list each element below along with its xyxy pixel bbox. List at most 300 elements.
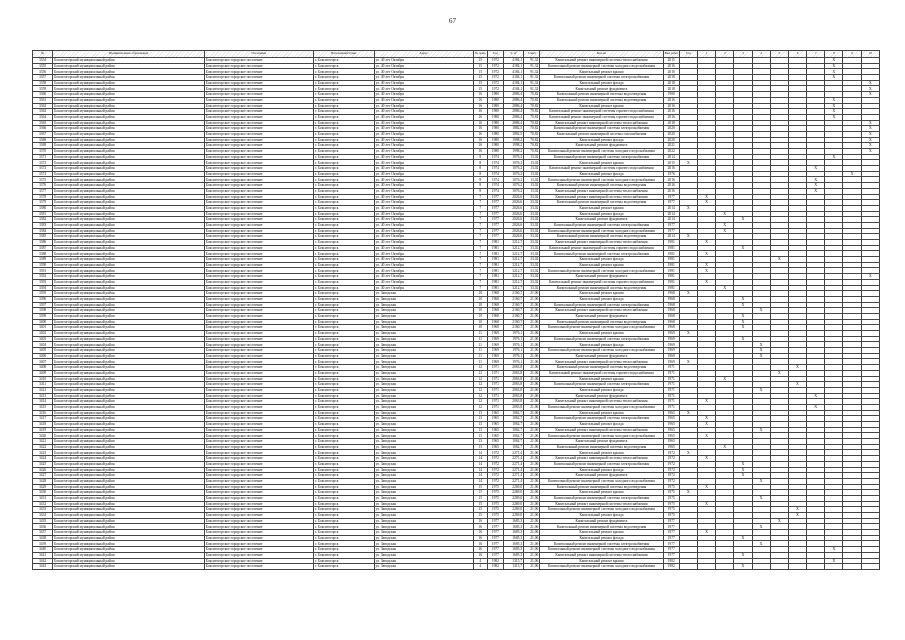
table-cell: 3357 (33, 75, 53, 81)
table-cell: 3386 (33, 240, 53, 246)
table-cell: 1977 (663, 518, 679, 524)
table-cell: 1965 (663, 427, 679, 433)
column-header: 7 (807, 51, 825, 58)
table-cell: 7 (473, 274, 487, 280)
table-cell: ул. Заводская (374, 302, 473, 308)
table-cell: 3212,7 (503, 262, 523, 268)
capital-repair-register-table (32, 50, 880, 570)
table-cell: 3409 (33, 370, 53, 376)
period-mark-cell: X (752, 342, 770, 348)
table-cell: 1971 (487, 393, 503, 399)
table-cell: 1981 (663, 268, 679, 274)
table-cell: 1977 (663, 194, 679, 200)
table-cell: 15 (473, 63, 487, 69)
table-cell: Бокситогорское городское поселение (204, 296, 313, 302)
table-cell: Бокситогорское городское поселение (204, 234, 313, 240)
table-cell: Бокситогорский муниципальный район (53, 444, 205, 450)
table-cell: 13 (473, 427, 487, 433)
table-cell: 1976,1 (503, 342, 523, 348)
table-cell: г. Бокситогорск (313, 547, 374, 553)
period-mark-cell: X (807, 177, 825, 183)
table-cell: ул. 40 лет Октября (374, 194, 473, 200)
table-cell: ул. 40 лет Октября (374, 126, 473, 132)
column-header: 4 (752, 51, 770, 58)
table-cell: 1685,3 (503, 547, 523, 553)
table-cell: 2018 (663, 86, 679, 92)
table-cell: 16 (473, 114, 487, 120)
table-cell: 1980 (487, 149, 503, 155)
table-cell: Бокситогорский муниципальный район (53, 382, 205, 388)
table-cell: 14 (473, 467, 487, 473)
work-type-cell: Капитальный ремонт крыши (540, 291, 663, 297)
table-cell: Бокситогорский муниципальный район (53, 251, 205, 257)
table-cell: 3393 (33, 279, 53, 285)
table-cell: 70,82 (524, 137, 540, 143)
table-cell: Бокситогорский муниципальный район (53, 348, 205, 354)
table-cell: Бокситогорский муниципальный район (53, 257, 205, 263)
table-cell: 2026,6 (503, 200, 523, 206)
table-cell: 1971 (487, 387, 503, 393)
work-type-cell: Капитальный ремонт инженерной системы горячего водоснабжения (540, 114, 663, 120)
table-cell: 1975 (487, 495, 503, 501)
table-cell: ул. 40 лет Октября (374, 251, 473, 257)
table-cell: Бокситогорский муниципальный район (53, 359, 205, 365)
work-type-cell: Капитальный ремонт инженерной системы холодного водоснабжения (540, 547, 663, 553)
work-type-cell: Капитальный ремонт фасада (540, 342, 663, 348)
table-cell: ул. Заводская (374, 422, 473, 428)
work-type-cell: Капитальный ремонт инженерной системы теплоснабжения (540, 188, 663, 194)
table-cell: 3420 (33, 433, 53, 439)
table-cell: ул. Заводская (374, 518, 473, 524)
period-mark-cell: X (861, 131, 879, 137)
period-mark-cell (843, 564, 861, 570)
period-mark-cell: X (716, 444, 734, 450)
table-cell: 7 (473, 285, 487, 291)
table-cell: 2271,4 (503, 478, 523, 484)
table-cell: 2018 (663, 80, 679, 86)
table-cell: 21,06 (524, 518, 540, 524)
table-cell: г. Бокситогорск (313, 154, 374, 160)
table-cell: Бокситогорский муниципальный район (53, 262, 205, 268)
table-cell: Бокситогорское городское поселение (204, 92, 313, 98)
work-type-cell: Капитальный ремонт инженерной системы электроснабжения (540, 126, 663, 132)
table-cell: 1980 (487, 120, 503, 126)
table-cell: 33,02 (524, 234, 540, 240)
table-cell: ул. 40 лет Октября (374, 240, 473, 246)
table-cell: Бокситогорское городское поселение (204, 126, 313, 132)
table-cell: 1977 (663, 541, 679, 547)
table-cell: ул. Заводская (374, 336, 473, 342)
table-cell: 21,06 (524, 313, 540, 319)
period-mark-cell (752, 564, 770, 570)
table-cell: 3437 (33, 530, 53, 536)
table-cell: 21,06 (524, 302, 540, 308)
table-cell: Бокситогорское городское поселение (204, 393, 313, 399)
work-type-cell: Капитальный ремонт инженерной системы холодного водоснабжения (540, 325, 663, 331)
table-cell: 21,06 (524, 450, 540, 456)
table-cell: г. Бокситогорск (313, 177, 374, 183)
table-cell: 2063,8 (503, 404, 523, 410)
table-cell: 2271,4 (503, 450, 523, 456)
table-cell: 2160,7 (503, 319, 523, 325)
table-cell: 21,06 (524, 416, 540, 422)
table-cell: 33,02 (524, 268, 540, 274)
table-cell: г. Бокситогорск (313, 410, 374, 416)
table-cell: г. Бокситогорск (313, 513, 374, 519)
table-cell: 3394 (33, 285, 53, 291)
table-cell: ул. 40 лет Октября (374, 75, 473, 81)
table-cell: г. Бокситогорск (313, 245, 374, 251)
table-cell: Бокситогорский муниципальный район (53, 416, 205, 422)
table-cell: 13 (473, 416, 487, 422)
table-cell: 3432 (33, 501, 53, 507)
table-cell: Бокситогорское городское поселение (204, 359, 313, 365)
table-cell: Бокситогорский муниципальный район (53, 353, 205, 359)
table-cell: 1969 (487, 348, 503, 354)
table-cell: 7 (473, 251, 487, 257)
table-cell: 91,32 (524, 86, 540, 92)
table-cell: 1980 (487, 137, 503, 143)
table-cell: 1968 (487, 302, 503, 308)
table-cell: г. Бокситогорск (313, 313, 374, 319)
table-cell: 1971 (663, 370, 679, 376)
table-cell: ул. Заводская (374, 433, 473, 439)
table-cell: 1315,7 (503, 564, 523, 570)
table-cell: 1969 (663, 331, 679, 337)
period-mark-cell: X (697, 194, 715, 200)
table-cell: 3212,7 (503, 251, 523, 257)
table-cell: 1981 (663, 251, 679, 257)
period-mark-cell (807, 564, 825, 570)
table-cell: Бокситогорское городское поселение (204, 348, 313, 354)
period-mark-cell: X (825, 97, 843, 103)
table-cell: 33,02 (524, 228, 540, 234)
work-type-cell: Капитальный ремонт инженерной системы холодного водоснабжения (540, 404, 663, 410)
table-cell: Бокситогорский муниципальный район (53, 296, 205, 302)
table-cell: 12 (473, 365, 487, 371)
table-cell: 1974 (487, 154, 503, 160)
table-cell: 21,06 (524, 382, 540, 388)
period-mark-cell: X (716, 222, 734, 228)
table-cell: 3404 (33, 342, 53, 348)
period-mark-cell: X (716, 211, 734, 217)
table-cell: ул. Заводская (374, 342, 473, 348)
period-mark-cell: X (752, 348, 770, 354)
table-cell: ул. Заводская (374, 473, 473, 479)
table-cell: 33,02 (524, 205, 540, 211)
table-cell: Бокситогорский муниципальный район (53, 461, 205, 467)
table-cell: 3435 (33, 518, 53, 524)
table-cell: Бокситогорское городское поселение (204, 194, 313, 200)
work-type-cell: Капитальный ремонт инженерной системы электроснабжения (540, 251, 663, 257)
table-cell: ул. Заводская (374, 416, 473, 422)
table-cell: 1076,2 (503, 183, 523, 189)
table-cell: 2020 (663, 126, 679, 132)
table-cell: 21,06 (524, 507, 540, 513)
table-cell: 1981 (663, 257, 679, 263)
table-cell: 1977 (487, 234, 503, 240)
period-mark-cell: X (697, 279, 715, 285)
table-cell: 3388 (33, 251, 53, 257)
table-cell: Бокситогорское городское поселение (204, 444, 313, 450)
table-cell: 1968 (663, 291, 679, 297)
period-mark-cell: X (807, 166, 825, 172)
work-type-cell: Капитальный ремонт крыши (540, 331, 663, 337)
table-cell: 1980 (487, 126, 503, 132)
table-cell: 10 (473, 291, 487, 297)
table-cell: 1977 (487, 530, 503, 536)
table-cell: 1685,3 (503, 518, 523, 524)
table-cell: ул. Заводская (374, 450, 473, 456)
table-cell: г. Бокситогорск (313, 456, 374, 462)
period-mark-cell: X (788, 382, 806, 388)
table-cell: 1965 (487, 427, 503, 433)
table-cell: 21,06 (524, 461, 540, 467)
table-cell: Бокситогорский муниципальный район (53, 518, 205, 524)
table-cell: Бокситогорский муниципальный район (53, 558, 205, 564)
table-cell: ул. 40 лет Октября (374, 268, 473, 274)
table-cell: ул. Заводская (374, 444, 473, 450)
period-mark-cell: X (734, 319, 752, 325)
table-cell: 15 (473, 484, 487, 490)
table-cell: ул. 40 лет Октября (374, 200, 473, 206)
table-cell: Бокситогорский муниципальный район (53, 120, 205, 126)
table-cell: Бокситогорское городское поселение (204, 58, 313, 64)
table-cell: 3374 (33, 171, 53, 177)
table-cell: 1975 (663, 484, 679, 490)
table-cell: 3412 (33, 387, 53, 393)
table-cell: 7 (473, 234, 487, 240)
table-cell: 3365 (33, 120, 53, 126)
table-cell: Бокситогорский муниципальный район (53, 473, 205, 479)
table-cell: 1976,1 (503, 348, 523, 354)
table-cell: 1981 (487, 257, 503, 263)
work-type-cell: Капитальный ремонт инженерной системы теплоснабжения (540, 120, 663, 126)
table-cell: г. Бокситогорск (313, 211, 374, 217)
table-cell: ул. Заводская (374, 547, 473, 553)
table-cell: г. Бокситогорск (313, 353, 374, 359)
table-cell: ул. Заводская (374, 325, 473, 331)
table-cell: г. Бокситогорск (313, 467, 374, 473)
table-cell: г. Бокситогорск (313, 319, 374, 325)
period-mark-cell: X (861, 80, 879, 86)
table-cell: 16 (473, 149, 487, 155)
table-cell: 2886,4 (503, 114, 523, 120)
table-cell: Бокситогорский муниципальный район (53, 285, 205, 291)
table-cell: 21,06 (524, 478, 540, 484)
table-cell: 70,82 (524, 149, 540, 155)
table-cell: 15 (473, 75, 487, 81)
table-cell: Бокситогорский муниципальный район (53, 507, 205, 513)
column-header: Кол-во (540, 51, 663, 58)
page-number: 67 (449, 17, 456, 25)
period-mark-cell (825, 564, 843, 570)
work-type-cell: Капитальный ремонт инженерной системы электроснабжения (540, 75, 663, 81)
table-cell: г. Бокситогорск (313, 461, 374, 467)
period-mark-cell: X (752, 541, 770, 547)
table-cell: г. Бокситогорск (313, 103, 374, 109)
column-header: Муниципальное образование (53, 51, 205, 58)
table-cell: ул. Заводская (374, 427, 473, 433)
work-type-cell: Капитальный ремонт инженерной системы электроснабжения (540, 382, 663, 388)
table-cell: г. Бокситогорск (313, 200, 374, 206)
table-cell: 14 (473, 461, 487, 467)
table-cell: ул. Заводская (374, 456, 473, 462)
table-cell: Бокситогорский муниципальный район (53, 205, 205, 211)
work-type-cell: Капитальный ремонт инженерной системы холодного водоснабжения (540, 228, 663, 234)
table-cell: Бокситогорское городское поселение (204, 109, 313, 115)
table-cell: г. Бокситогорск (313, 450, 374, 456)
table-cell: Бокситогорский муниципальный район (53, 331, 205, 337)
table-cell: г. Бокситогорск (313, 387, 374, 393)
table-cell: 21,06 (524, 404, 540, 410)
table-cell: 4184,1 (503, 86, 523, 92)
table-cell: 21,06 (524, 535, 540, 541)
table-cell: Бокситогорский муниципальный район (53, 97, 205, 103)
period-mark-cell: X (825, 109, 843, 115)
period-mark-cell: X (679, 450, 697, 456)
table-cell: ул. Заводская (374, 541, 473, 547)
table-cell: 1969 (663, 353, 679, 359)
work-type-cell: Капитальный ремонт фасада (540, 171, 663, 177)
work-type-cell: Капитальный ремонт крыши (540, 160, 663, 166)
table-cell: 2269,0 (503, 495, 523, 501)
table-cell: г. Бокситогорск (313, 80, 374, 86)
table-cell: 3413 (33, 393, 53, 399)
table-cell: 7 (473, 222, 487, 228)
table-cell: 1998,2 (503, 143, 523, 149)
work-type-cell: Капитальный ремонт инженерной системы электроснабжения (540, 222, 663, 228)
work-type-cell: Капитальный ремонт фасада (540, 137, 663, 143)
table-cell: 1062,7 (503, 439, 523, 445)
table-cell: 13,02 (524, 160, 540, 166)
table-row (33, 564, 880, 570)
table-cell: 3403 (33, 336, 53, 342)
period-mark-cell: X (697, 251, 715, 257)
table-cell: 1971 (663, 387, 679, 393)
table-cell: 1972 (487, 456, 503, 462)
table-cell: 3359 (33, 86, 53, 92)
table-cell: 3364 (33, 114, 53, 120)
table-cell: 3411 (33, 382, 53, 388)
table-cell: 1981 (663, 240, 679, 246)
table-cell: 1974 (487, 177, 503, 183)
table-cell: ул. 40 лет Октября (374, 234, 473, 240)
table-cell: Бокситогорское городское поселение (204, 410, 313, 416)
table-cell: Бокситогорское городское поселение (204, 558, 313, 564)
period-mark-cell: X (861, 92, 879, 98)
table-cell: Бокситогорский муниципальный район (53, 393, 205, 399)
table-cell: Бокситогорское городское поселение (204, 336, 313, 342)
table-cell: г. Бокситогорск (313, 501, 374, 507)
table-cell: Бокситогорское городское поселение (204, 387, 313, 393)
table-cell: 2021 (663, 143, 679, 149)
table-cell: Бокситогорское городское поселение (204, 200, 313, 206)
table-cell: 1062,7 (503, 422, 523, 428)
table-cell: г. Бокситогорск (313, 114, 374, 120)
table-cell: ул. 40 лет Октября (374, 86, 473, 92)
period-mark-cell: X (825, 75, 843, 81)
period-mark-cell: X (825, 103, 843, 109)
period-mark-cell: X (697, 399, 715, 405)
table-cell: ул. 40 лет Октября (374, 160, 473, 166)
table-cell: 15 (473, 69, 487, 75)
period-mark-cell: X (734, 325, 752, 331)
table-cell: 1977 (487, 552, 503, 558)
table-cell: 1980 (487, 114, 503, 120)
table-cell: Бокситогорский муниципальный район (53, 200, 205, 206)
table-cell: 33,02 (524, 279, 540, 285)
work-type-cell: Капитальный ремонт фундамента (540, 393, 663, 399)
table-cell: 1981 (487, 268, 503, 274)
table-cell: Бокситогорский муниципальный район (53, 552, 205, 558)
table-cell: Бокситогорское городское поселение (204, 353, 313, 359)
table-cell: 2063,8 (503, 376, 523, 382)
table-cell: 3366 (33, 126, 53, 132)
table-cell: г. Бокситогорск (313, 365, 374, 371)
table-cell: ул. Заводская (374, 552, 473, 558)
table-cell: ул. 40 лет Октября (374, 222, 473, 228)
table-cell: 12 (473, 399, 487, 405)
table-cell: 1974 (487, 188, 503, 194)
table-cell: ул. Заводская (374, 507, 473, 513)
table-cell: 3415 (33, 404, 53, 410)
table-cell: 3428 (33, 478, 53, 484)
table-cell: 11 (473, 353, 487, 359)
table-cell: 4 (473, 564, 487, 570)
work-type-cell: Капитальный ремонт инженерной системы теплоснабжения (540, 456, 663, 462)
table-cell: 1972 (663, 478, 679, 484)
period-mark-cell: X (861, 274, 879, 280)
period-mark-cell: X (825, 69, 843, 75)
table-cell: 1975 (487, 501, 503, 507)
table-cell: 1980 (487, 97, 503, 103)
table-cell: Бокситогорское городское поселение (204, 137, 313, 143)
table-cell: 14 (473, 478, 487, 484)
table-cell: 1976,1 (503, 359, 523, 365)
work-type-cell: Капитальный ремонт инженерной системы водоотведения (540, 200, 663, 206)
work-type-cell: Капитальный ремонт инженерной системы электроснабжения (540, 416, 663, 422)
table-cell: 1981 (663, 262, 679, 268)
table-cell: Бокситогорское городское поселение (204, 382, 313, 388)
table-cell: 21,06 (524, 376, 540, 382)
period-mark-cell (716, 564, 734, 570)
table-cell: Бокситогорское городское поселение (204, 524, 313, 530)
table-cell: 1062,7 (503, 410, 523, 416)
table-cell: 21,06 (524, 331, 540, 337)
table-cell: Бокситогорское городское поселение (204, 376, 313, 382)
table-cell: 1975 (663, 501, 679, 507)
table-cell: 33,02 (524, 217, 540, 223)
table-cell: Бокситогорское городское поселение (204, 427, 313, 433)
table-cell: 2271,4 (503, 456, 523, 462)
table-cell: 33,02 (524, 194, 540, 200)
table-cell: 12 (473, 382, 487, 388)
table-cell: г. Бокситогорск (313, 382, 374, 388)
table-cell: ул. Заводская (374, 410, 473, 416)
work-type-cell: Капитальный ремонт инженерной системы горячего водоснабжения (540, 279, 663, 285)
table-cell: Бокситогорское городское поселение (204, 478, 313, 484)
table-cell: 1968 (663, 302, 679, 308)
table-cell: 1972 (487, 467, 503, 473)
work-type-cell: Капитальный ремонт фасада (540, 387, 663, 393)
table-cell: 1972 (487, 80, 503, 86)
table-cell: Бокситогорский муниципальный район (53, 183, 205, 189)
table-cell: г. Бокситогорск (313, 285, 374, 291)
table-cell: 91,32 (524, 58, 540, 64)
period-mark-cell: X (697, 262, 715, 268)
table-cell: г. Бокситогорск (313, 131, 374, 137)
